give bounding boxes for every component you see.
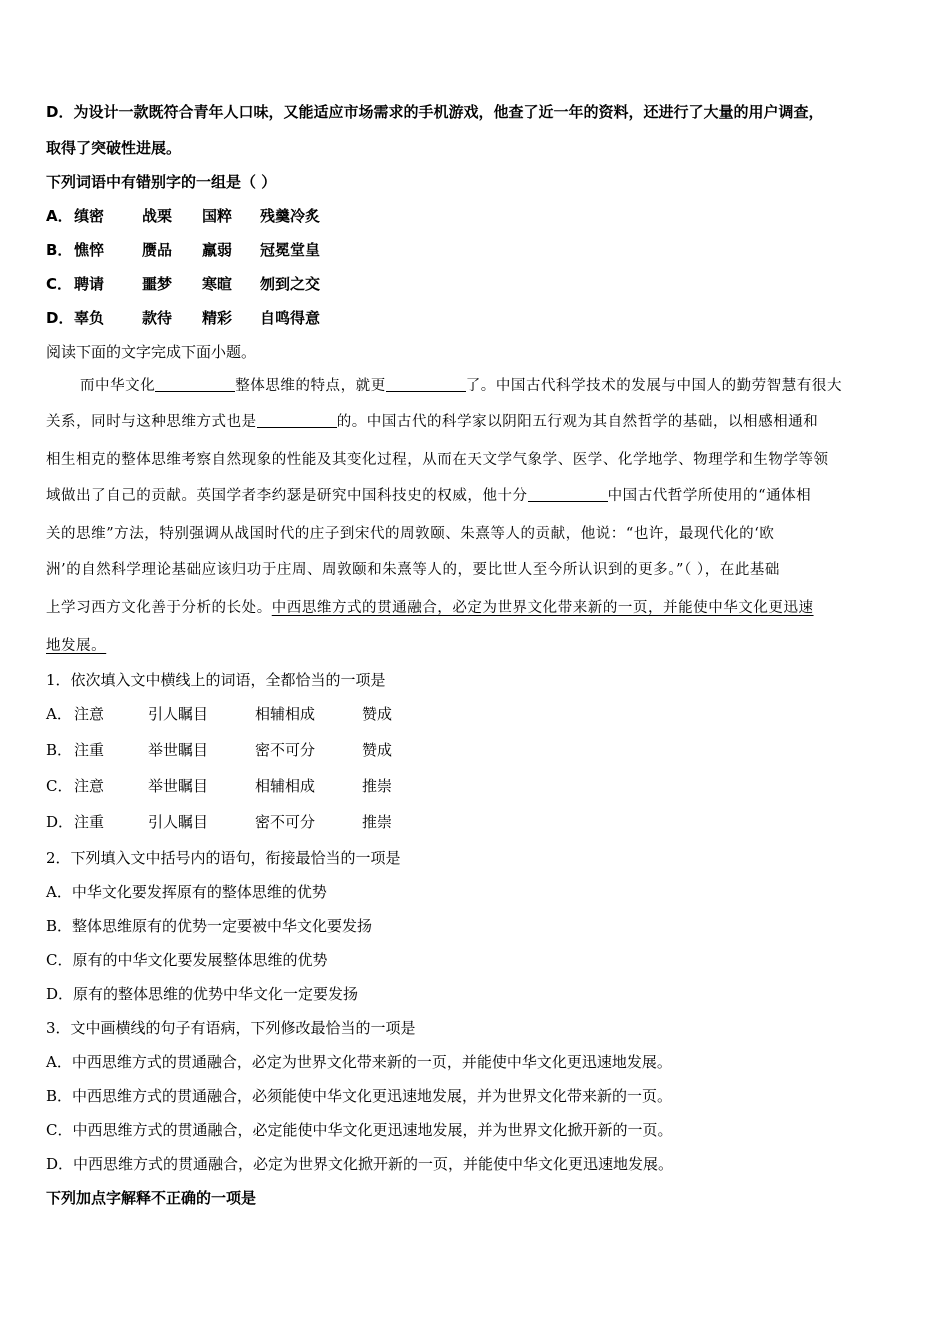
q2-option-c: C．原有的中华文化要发展整体思维的优势 xyxy=(46,951,328,969)
q2-stem: 2．下列填入文中括号内的语句，衔接最恰当的一项是 xyxy=(46,849,401,867)
blank-4 xyxy=(528,487,608,502)
typo-option-d: D．辜负 款待 精彩 自鸣得意 xyxy=(46,309,321,327)
blank-1 xyxy=(155,377,235,392)
typo-option-c: C． 聘请 噩梦 寒暄 刎到之交 xyxy=(46,275,321,293)
reading-intro: 阅读下面的文字完成下面小题。 xyxy=(46,343,257,361)
passage-line-6: 洲’的自然科学理论基础应该归功于庄周、周敦颐和朱熹等人的，要比世人至今所认识到的更多。”（ ），在此基础 xyxy=(46,562,780,578)
passage-line-5: 关的思维”方法，特别强调从战国时代的庄子到宋代的周敦颐、朱熹等人的贡献，他说：“也许，最现代化的‘欧 xyxy=(46,526,775,542)
passage-line-4: 域做出了自己的贡献。英国学者李约瑟是研究中国科技史的权威，他十分 中国古代哲学所使用的“通体相 xyxy=(46,488,812,504)
last-question-stem: 下列加点字解释不正确的一项是 xyxy=(46,1189,257,1207)
q1-option-c: C． 注意 举世瞩目 相辅相成 推崇 xyxy=(46,777,393,795)
passage-line-8: 地发展。 xyxy=(46,638,107,654)
q1-option-a: A． 注意 引人瞩目 相辅相成 赞成 xyxy=(46,705,393,723)
underlined-sentence: 中西思维方式的贯通融合，必定为世界文化带来新的一页，并能使中华文化更迅速 xyxy=(271,600,814,616)
typo-option-b: B． 憔悴 赝品 羸弱 冠冕堂皇 xyxy=(46,241,321,259)
typo-question-stem: 下列词语中有错别字的一组是（ ） xyxy=(46,173,277,191)
passage-line-3: 相生相克的整体思维考察自然现象的性能及其变化过程，从而在天文学气象学、医学、化学地学、物理学和生物学等领 xyxy=(46,452,829,468)
top-option-line1: D．为设计一款既符合青年人口味，又能适应市场需求的手机游戏，他查了近一年的资料，还进行了大量的用户调查， xyxy=(46,103,824,121)
typo-option-a: A．缜密 战栗 国粹 残羹冷炙 xyxy=(46,207,321,225)
q3-stem: 3．文中画横线的句子有语病，下列修改最恰当的一项是 xyxy=(46,1019,416,1037)
q3-option-b: B．中西思维方式的贯通融合，必须能使中华文化更迅速地发展，并为世界文化带来新的一页。 xyxy=(46,1087,673,1105)
blank-2 xyxy=(386,377,466,392)
q3-option-d: D．中西思维方式的贯通融合，必定为世界文化掀开新的一页，并能使中华文化更迅速地发展。 xyxy=(46,1155,674,1173)
passage-line-2: 关系，同时与这种思维方式也是 的。中国古代的科学家以阴阳五行观为其自然哲学的基础，以相感相通和 xyxy=(46,414,819,430)
q2-option-d: D．原有的整体思维的优势中华文化一定要发扬 xyxy=(46,985,359,1003)
q3-option-c: C．中西思维方式的贯通融合，必定能使中华文化更迅速地发展，并为世界文化掀开新的一页。 xyxy=(46,1121,673,1139)
q1-option-d: D．注重 引人瞩目 密不可分 推崇 xyxy=(46,813,393,831)
top-option-line2: 取得了突破性进展。 xyxy=(46,139,182,157)
q1-option-b: B． 注重 举世瞩目 密不可分 赞成 xyxy=(46,741,393,759)
q2-option-a: A．中华文化要发挥原有的整体思维的优势 xyxy=(46,883,327,901)
passage-line-1: 而中华文化 整体思维的特点，就更 了。中国古代科学技术的发展与中国人的勤劳智慧有很大 xyxy=(80,378,842,394)
q3-option-a: A．中西思维方式的贯通融合，必定为世界文化带来新的一页，并能使中华文化更迅速地发展。 xyxy=(46,1053,672,1071)
q1-stem: 1．依次填入文中横线上的词语，全都恰当的一项是 xyxy=(46,671,386,689)
q2-option-b: B．整体思维原有的优势一定要被中华文化要发扬 xyxy=(46,917,373,935)
blank-3 xyxy=(257,413,337,428)
passage-line-7: 上学习西方文化善于分析的长处。中西思维方式的贯通融合，必定为世界文化带来新的一页，并能使中华文化更迅速 xyxy=(46,600,814,616)
